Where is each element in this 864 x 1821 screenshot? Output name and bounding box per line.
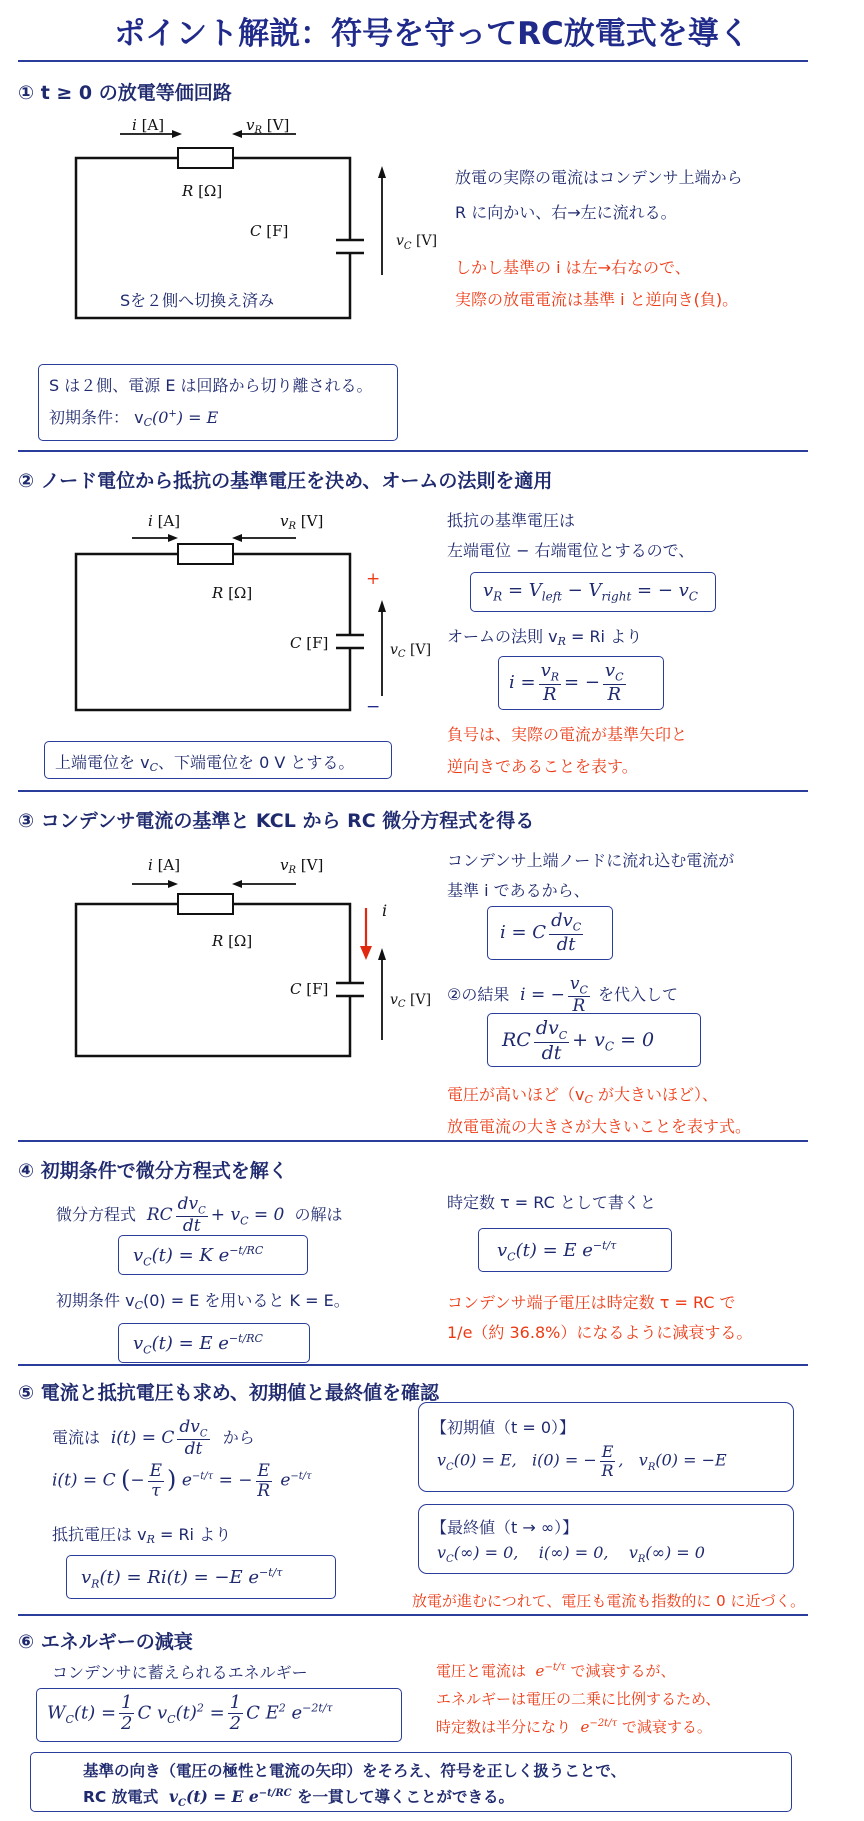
svg-text:R [Ω]: R [Ω] — [212, 932, 253, 950]
circuit-diagram-3 — [60, 848, 432, 1063]
divider — [18, 450, 808, 452]
s2-text1: 抵抗の基準電圧は — [447, 511, 576, 530]
s3-red2: 放電電流の大きさが大きいことを表す式。 — [447, 1117, 752, 1136]
eq-i-box: i = $\frac{v_R}{R}$ = − $\frac{v_C}{R}$ — [498, 656, 664, 710]
s3-red1: 電圧が高いほど（v — [447, 1085, 585, 1104]
svg-text:vC [V]: $v_C$ [V] — [390, 642, 432, 660]
svg-text:vR [V]: $v_R$ [V] — [246, 116, 290, 136]
section-3-title: ③ コンデンサ電流の基準と KCL から RC 微分方程式を得る — [18, 810, 535, 832]
s6-red2: エネルギーは電圧の二乗に比例するため、 — [436, 1690, 721, 1708]
eq-capacitor-box: i = C $\frac{dv_C}{dt}$ — [487, 906, 613, 960]
s2-text3: オームの法則 v — [447, 627, 558, 646]
s5-text2: 抵抗電圧は v — [52, 1525, 147, 1544]
s6-red3: 時定数は半分になり — [436, 1718, 572, 1736]
s1-text1: 放電の実際の電流はコンデンサ上端から — [455, 168, 743, 187]
section-1-title: ① t ≥ 0 の放電等価回路 — [18, 82, 232, 104]
final-values-box: 【最終値（t → ∞）】 $v_C(\infty) = 0$, i(∞) = 0, $v_R(\infty) = 0$ — [418, 1504, 794, 1574]
s2-note-box: 上端電位を vC、下端電位を 0 V とする。 — [44, 741, 392, 779]
s3-text3b: を代入して — [598, 985, 679, 1005]
s1-red2: 実際の放電電流は基準 i と逆向き(負)。 — [455, 290, 739, 309]
section-4-title: ④ 初期条件で微分方程式を解く — [18, 1160, 288, 1182]
svg-text:R [Ω]: R [Ω] — [212, 584, 253, 602]
section-6-title: ⑥ エネルギーの減衰 — [18, 1631, 193, 1653]
divider — [18, 1614, 808, 1616]
s1-text2: R に向かい、右→左に流れる。 — [455, 203, 677, 222]
summary-box: 基準の向き（電圧の極性と電流の矢印）をそろえ、符号を正しく扱うことで、 RC 放電式 $v_C(t) = E$ $e^{-t/RC}$ を一貫して導くことができる。 — [30, 1752, 792, 1812]
s2-red1: 負号は、実際の電流が基準矢印と — [447, 725, 688, 744]
s2-box-a: 上端電位を v — [55, 753, 150, 772]
svg-text:C [F]: C [F] — [290, 980, 329, 998]
section-2-title: ② ノード電位から抵抗の基準電圧を決め、オームの法則を適用 — [18, 470, 553, 492]
eq-vR-box: $v_R = V_{left} - V_{right}$ = − $v_C$ — [470, 572, 716, 612]
s1-red1: しかし基準の i は左→右なので、 — [455, 258, 691, 277]
summary-line2b: を一貫して導くことができる。 — [297, 1788, 515, 1806]
s3-text2: 基準 i であるから、 — [447, 881, 590, 900]
svg-text:+: + — [366, 569, 381, 589]
divider — [18, 1364, 808, 1366]
svg-text:vR [V]: $v_R$ [V] — [280, 856, 324, 876]
circuit-diagram-2 — [60, 508, 432, 723]
svg-text:i: i — [382, 901, 388, 920]
s5-text2b: = Ri より — [154, 1525, 232, 1544]
divider — [18, 790, 808, 792]
s5-text1b: から — [222, 1428, 255, 1448]
s2-box-b: 、下端電位を 0 V とする。 — [157, 753, 355, 772]
s6-text1: コンデンサに蓄えられるエネルギー — [52, 1663, 308, 1682]
eq-energy-box: $W_C(t)$ = $\frac{1}{2}$ C $v_C(t)^2$ = $\frac{1}{2}$ C $E^2$ $e^{-2t/\tau}$ — [36, 1688, 402, 1742]
s4-text3: 時定数 τ = RC として書くと — [447, 1193, 656, 1212]
divider — [18, 60, 808, 62]
s2-red2: 逆向きであることを表す。 — [447, 757, 638, 776]
section-5-title: ⑤ 電流と抵抗電圧も求め、初期値と最終値を確認 — [18, 1382, 439, 1404]
s6-red3b: で減衰する。 — [621, 1718, 712, 1736]
s4-text2b: (0) = E を用いると K = E。 — [142, 1291, 350, 1310]
s6-red1: 電圧と電流は — [436, 1662, 527, 1680]
svg-text:C [F]: C [F] — [290, 634, 329, 652]
s1-note-box: S は２側、電源 E は回路から切り離される。 初期条件： vC(0+) = E — [38, 364, 398, 441]
svg-text:C [F]: C [F] — [250, 222, 289, 240]
eq-vR-solution-box: $v_R(t) = Ri(t) = -E$ $e^{-t/\tau}$ — [66, 1555, 336, 1599]
page-title: ポイント解説：符号を守ってRC放電式を導く — [114, 16, 750, 52]
initial-values-box: 【初期値（t = 0）】 $v_C(0) = E$, i(0) = − $\frac{E}{R}$ , $v_R(0) = -E$ — [418, 1402, 794, 1492]
s5-text1: 電流は — [52, 1428, 101, 1448]
s4-text1b: の解は — [294, 1205, 343, 1225]
s3-text3: ②の結果 — [447, 985, 510, 1005]
svg-text:−: − — [366, 697, 381, 717]
s4-text1: 微分方程式 — [56, 1205, 137, 1225]
divider — [18, 1140, 808, 1142]
svg-text:vC [V]: $v_C$ [V] — [390, 992, 432, 1010]
s2-text3b: = Ri より — [565, 627, 643, 646]
eq-differential-box: RC $\frac{dv_C}{dt}$ + $v_C = 0$ — [487, 1013, 701, 1067]
circuit-caption: Sを２側へ切換え済み — [120, 291, 275, 310]
s3-text1: コンデンサ上端ノードに流れ込む電流が — [447, 851, 735, 870]
s1-box-line1: S は２側、電源 E は回路から切り離される。 — [49, 376, 373, 395]
init-title: 【初期値（t = 0）】 — [431, 1418, 576, 1437]
eq-tau-solution-box: $v_C(t) = E$ $e^{-t/\tau}$ — [478, 1228, 672, 1272]
s6-red1b: で減衰するが、 — [570, 1662, 676, 1680]
s1-box-line2: 初期条件： v — [49, 408, 144, 427]
circuit-diagram-1 — [60, 118, 440, 348]
svg-text:R [Ω]: R [Ω] — [182, 182, 223, 200]
final-title: 【最終値（t → ∞）】 — [431, 1518, 579, 1537]
svg-text:i [A]: i [A] — [148, 512, 181, 530]
s4-text2: 初期条件 v — [56, 1291, 135, 1310]
eq-particular-solution-box: $v_C(t) = E$ $e^{-t/RC}$ — [118, 1323, 310, 1363]
s4-red2: 1/e（約 36.8%）になるように減衰する。 — [447, 1323, 753, 1342]
svg-text:vR [V]: $v_R$ [V] — [280, 512, 324, 532]
summary-line2a: RC 放電式 — [83, 1788, 159, 1806]
eq-general-solution-box: $v_C(t) = K$ $e^{-t/RC}$ — [118, 1235, 308, 1275]
s2-text2: 左端電位 − 右端電位とするので、 — [447, 541, 695, 560]
s3-red1b: が大きいほど）、 — [592, 1085, 718, 1104]
s4-red1: コンデンサ端子電圧は時定数 τ = RC で — [447, 1293, 736, 1312]
summary-line1: 基準の向き（電圧の極性と電流の矢印）をそろえ、符号を正しく扱うことで、 — [83, 1762, 627, 1780]
svg-text:i [A]: i [A] — [148, 856, 181, 874]
svg-text:i [A]: i [A] — [132, 116, 165, 134]
s5-red: 放電が進むにつれて、電圧も電流も指数的に 0 に近づく。 — [412, 1592, 806, 1610]
